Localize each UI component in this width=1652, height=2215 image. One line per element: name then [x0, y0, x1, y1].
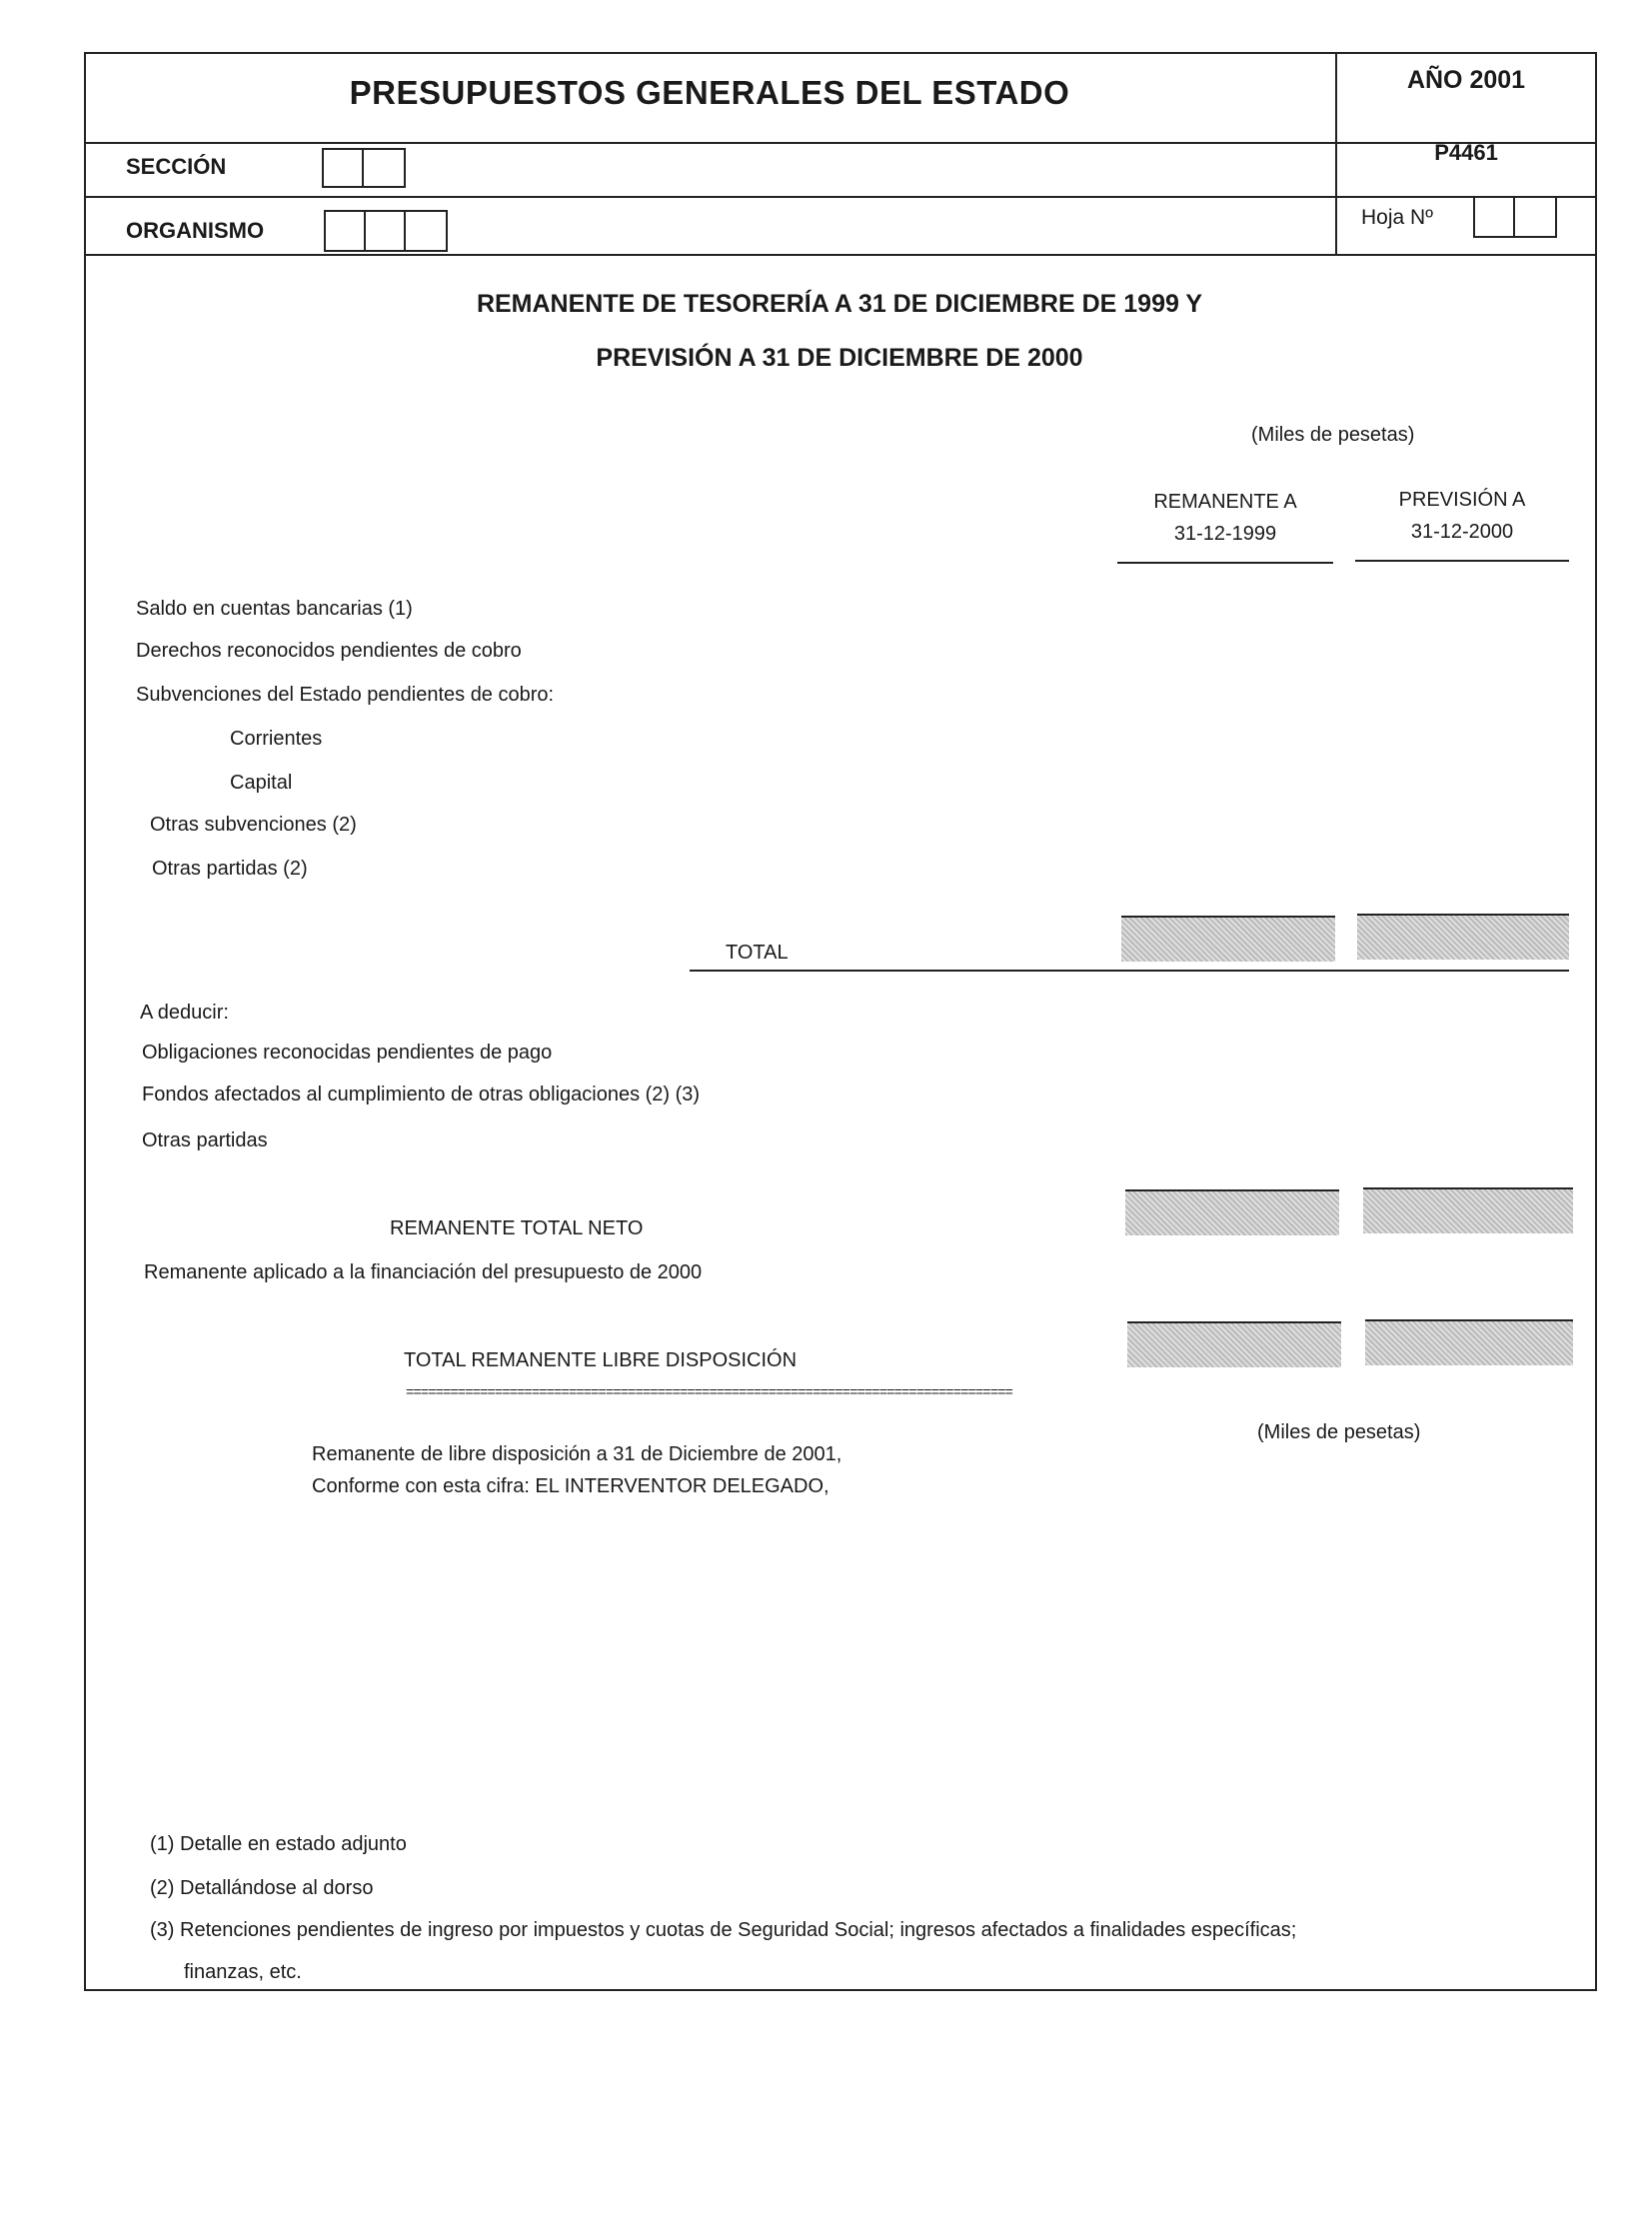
organismo-label: ORGANISMO: [126, 218, 265, 243]
column-header-prevision-line-1: PREVISIÓN A: [1398, 489, 1526, 511]
row-fondos: Fondos afectados al cumplimiento de otras obligaciones (2) (3): [142, 1084, 701, 1106]
row-otras-subvenciones: Otras subvenciones (2): [150, 814, 357, 836]
column-header-remanente-line-2: 31-12-1999: [1173, 523, 1277, 545]
seccion-code-boxes[interactable]: [322, 148, 406, 188]
row-remanente-aplicado: Remanente aplicado a la financiación del presupuesto de 2000: [144, 1261, 703, 1283]
column-header-remanente-line-1: REMANENTE A: [1153, 491, 1297, 513]
row-corrientes: Corrientes: [230, 728, 323, 750]
total-prevision-cell[interactable]: [1357, 914, 1569, 960]
total-libre-disposicion-label: TOTAL REMANENTE LIBRE DISPOSICIÓN: [404, 1349, 798, 1371]
column-header-prevision-line-2: 31-12-2000: [1410, 521, 1514, 543]
column-rule-prevision: [1355, 560, 1569, 562]
libre-prevision-cell[interactable]: [1365, 1319, 1573, 1365]
year-label: AÑO 2001: [1406, 66, 1526, 94]
row-obligaciones: Obligaciones reconocidas pendientes de pago: [142, 1042, 553, 1064]
hoja-label: Hoja Nº: [1361, 206, 1433, 229]
column-header-remanente: [1117, 486, 1333, 550]
units-label: (Miles de pesetas): [1251, 424, 1415, 446]
column-header-prevision: [1355, 484, 1569, 548]
footnote-3: (3) Retenciones pendientes de ingreso por impuestos y cuotas de Seguridad Social; ingresos afectados a finalidades específicas;: [150, 1919, 1297, 1941]
footnote-2: (2) Detallándose al dorso: [150, 1877, 374, 1899]
certification-line-1: Remanente de libre disposición a 31 de Diciembre de 2001,: [312, 1443, 842, 1465]
units-label-2: (Miles de pesetas): [1257, 1421, 1421, 1443]
row-derechos: Derechos reconocidos pendientes de cobro: [136, 640, 522, 662]
form-frame: [84, 52, 1597, 1991]
certification-line-2: Conforme con esta cifra: EL INTERVENTOR DELEGADO,: [312, 1475, 829, 1497]
total-rule: [690, 970, 1569, 972]
remanente-total-neto-label: REMANENTE TOTAL NETO: [390, 1217, 644, 1239]
row-capital: Capital: [230, 772, 293, 794]
header-divider-3: [84, 254, 1597, 256]
libre-remanente-cell[interactable]: [1127, 1321, 1341, 1367]
form-code: P4461: [1434, 140, 1498, 165]
row-subvenciones-estado: Subvenciones del Estado pendientes de cobro:: [136, 684, 555, 706]
neto-remanente-cell[interactable]: [1125, 1189, 1339, 1235]
row-saldo: Saldo en cuentas bancarias (1): [136, 598, 413, 620]
column-rule-remanente: [1117, 562, 1333, 564]
footnote-3-continued: finanzas, etc.: [184, 1961, 302, 1983]
total-remanente-cell[interactable]: [1121, 916, 1335, 962]
report-title-line-1: REMANENTE DE TESORERÍA A 31 DE DICIEMBRE DE 1999 Y: [476, 290, 1203, 318]
row-otras-partidas: Otras partidas (2): [152, 858, 308, 880]
seccion-label: SECCIÓN: [126, 154, 227, 179]
report-title-line-2: PREVISIÓN A 31 DE DICIEMBRE DE 2000: [596, 344, 1083, 372]
row-a-deducir: A deducir:: [140, 1002, 229, 1024]
organismo-code-boxes[interactable]: [324, 210, 448, 252]
hoja-number-boxes[interactable]: [1473, 196, 1557, 238]
page-title: PRESUPUESTOS GENERALES DEL ESTADO: [349, 74, 1070, 111]
row-otras-partidas-deducir: Otras partidas: [142, 1129, 268, 1151]
header-divider-2: [84, 196, 1597, 198]
total-label: TOTAL: [726, 942, 789, 964]
footnote-1: (1) Detalle en estado adjunto: [150, 1833, 407, 1855]
double-rule-separator: ==================================================================================: [406, 1385, 1012, 1401]
neto-prevision-cell[interactable]: [1363, 1187, 1573, 1233]
